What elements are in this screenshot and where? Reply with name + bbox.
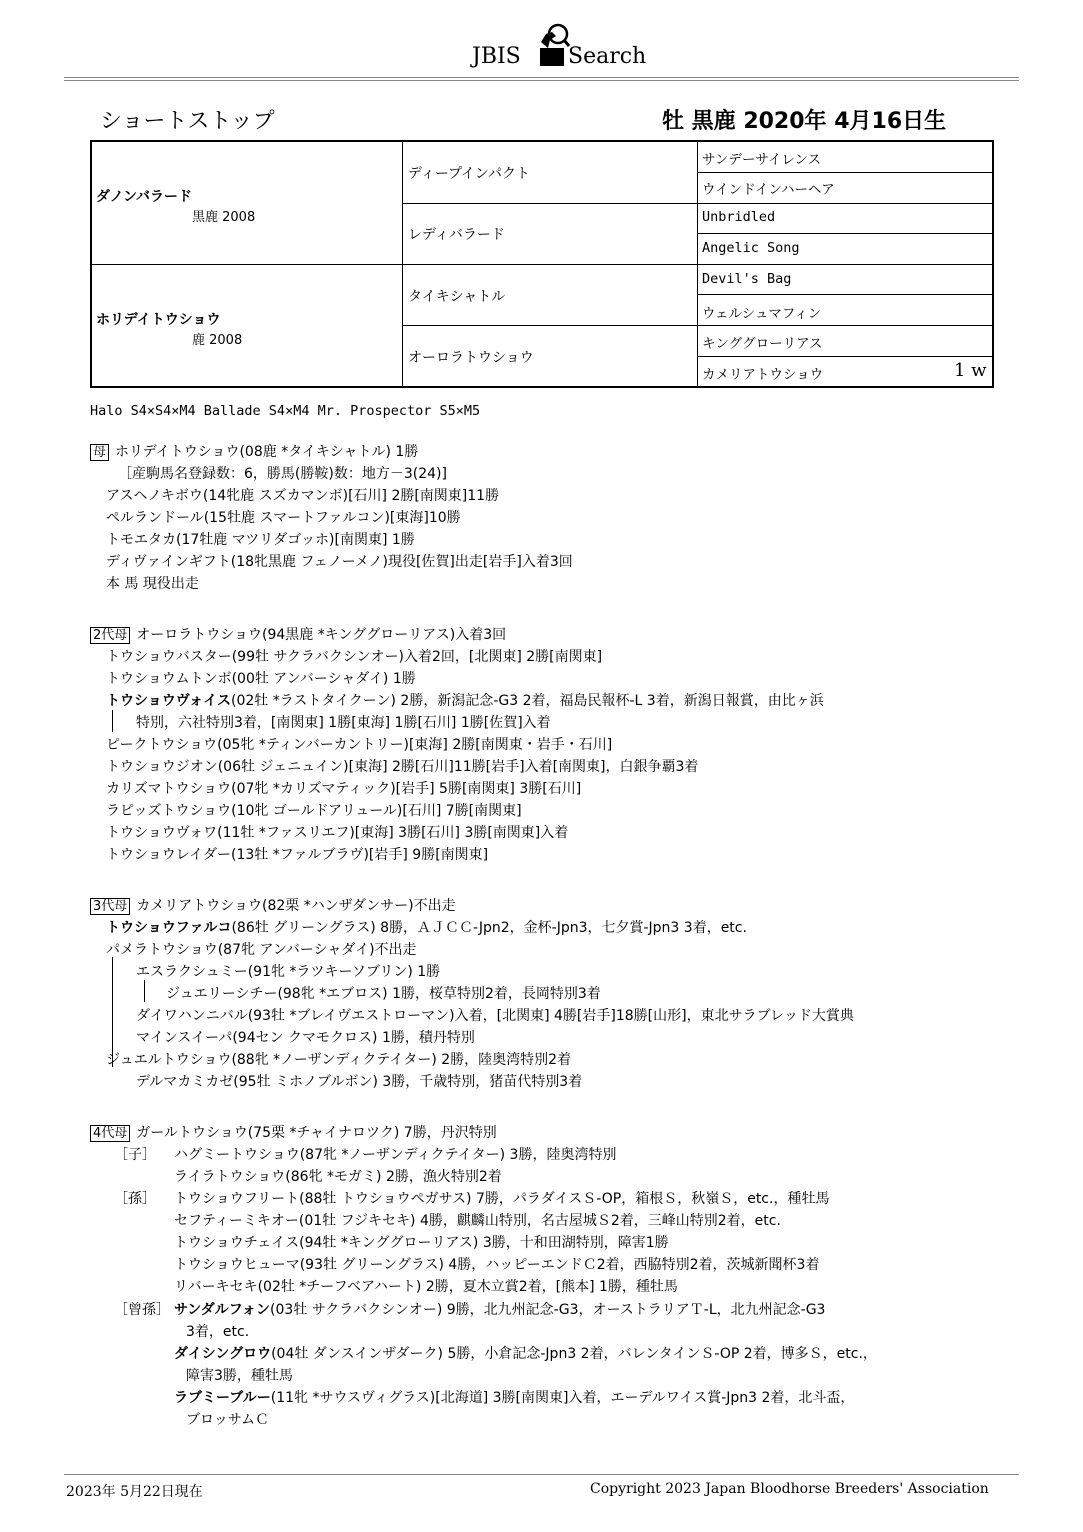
- list-item: ダイシングロウ(04牡 ダンスインザダーク) 5勝，小倉記念-Jpn3 2着，バレンタインＳ-OP 2着，博多Ｓ，etc.，: [174, 1346, 877, 1362]
- sire-detail: 黒鹿 2008: [192, 210, 256, 225]
- list-item: 特別，六社特別3着，[南関東] 1勝[東海] 1勝[石川] 1勝[佐賀]入着: [136, 715, 551, 731]
- section-tag: 母: [90, 444, 109, 461]
- footer-date: 2023年 5月22日現在: [66, 1484, 203, 1500]
- logo-jbis-text: JBIS: [472, 44, 521, 69]
- jbis-search-logo: [470, 18, 647, 72]
- list-item: ライラトウショウ(86牝 *モガミ) 2勝，漁火特別2着: [174, 1169, 502, 1185]
- generation-label: ［曾孫］: [114, 1302, 170, 1318]
- sire-dam: レディバラード: [408, 227, 505, 243]
- list-item: パメラトウショウ(87牝 アンバーシャダイ)不出走: [106, 942, 417, 958]
- list-item: トウショウフリート(88牡 トウショウペガサス) 7勝，パラダイスＳ-OP，箱根Ｓ，秋嶺Ｓ，etc.，種牡馬: [174, 1191, 830, 1207]
- list-item: ハグミートウショウ(87牝 *ノーザンディクテイター) 3勝，陸奥湾特別: [174, 1147, 617, 1163]
- list-item: トウショウムトンボ(00牡 アンバーシャダイ) 1勝: [106, 671, 416, 687]
- dam: [96, 309, 242, 348]
- list-item: 本 馬 現役出走: [106, 576, 199, 592]
- header-rule-2: [64, 80, 1019, 81]
- list-item: トモエタカ(17牡鹿 マツリダゴッホ)[南関東] 1勝: [106, 532, 415, 548]
- second-dam-section-header: 2代母 オーロラトウショウ(94黒鹿 *キンググローリアス)入着3回: [90, 624, 506, 644]
- list-item: トウショウチェイス(94牡 *キンググローリアス) 3勝，十和田湖特別，障害1勝: [174, 1235, 669, 1251]
- sire-name: ダノンバラード: [96, 189, 193, 205]
- list-item: トウショウバスター(99牡 サクラバクシンオー)入着2回，[北関東] 2勝[南関東]: [106, 649, 603, 665]
- list-item: ダイワハンニバル(93牡 *ブレイヴエストローマン)入着，[北関東] 4勝[岩手]18勝[山形]，東北サラブレッド大賞典: [136, 1008, 854, 1024]
- list-item: ラピッズトウショウ(10牝 ゴールドアリュール)[石川] 7勝[南関東]: [106, 803, 522, 819]
- list-item: カリズマトウショウ(07牝 *カリズマティック)[岩手] 5勝[南関東] 3勝[石川]: [106, 781, 582, 797]
- list-item: 3着，etc.: [186, 1324, 250, 1340]
- list-item: デルマカミカゼ(95牡 ミホノブルボン) 3勝，千歳特別，猪苗代特別3着: [136, 1074, 583, 1090]
- inbreeding-info: Halo S4×S4×M4 Ballade S4×M4 Mr. Prospector S5×M5: [90, 403, 481, 419]
- list-item: ペルランドール(15牡鹿 スマートファルコン)[東海]10勝: [106, 510, 461, 526]
- dam-dam: オーロラトウショウ: [408, 350, 534, 366]
- list-item: ジュエルトウショウ(88牝 *ノーザンディクテイター) 2勝，陸奥湾特別2着: [106, 1052, 572, 1068]
- sire: [96, 186, 255, 225]
- list-item: 障害3勝，種牡馬: [186, 1368, 293, 1384]
- indent-bar: [112, 710, 113, 732]
- g3-7: キンググローリアス: [702, 336, 823, 352]
- indent-bar: [144, 980, 145, 1002]
- g3-1: サンデーサイレンス: [702, 152, 822, 168]
- list-item: サンダルフォン(03牡 サクラバクシンオー) 9勝，北九州記念-G3，オーストラリアＴ-L，北九州記念-G3: [174, 1302, 826, 1318]
- pedigree-table: [90, 140, 994, 388]
- family-number: 1 w: [954, 360, 987, 381]
- list-item: トウショウジオン(06牡 ジェニュイン)[東海] 2勝[石川]11勝[岩手]入着[南関東]，白銀争覇3着: [106, 759, 699, 775]
- list-item: トウショウヴォイス(02牡 *ラストタイクーン) 2勝，新潟記念-G3 2着，福島民報杯-L 3着，新潟日報賞，由比ヶ浜: [106, 693, 824, 709]
- generation-label: ［孫］: [114, 1191, 156, 1207]
- section-tag: 4代母: [90, 1125, 130, 1142]
- third-dam-section-header: 3代母 カメリアトウショウ(82栗 *ハンザダンサー)不出走: [90, 895, 456, 915]
- horse-name: ショートストップ: [100, 109, 275, 134]
- list-item: トウショウファルコ(86牡 グリーングラス) 8勝，ＡＪＣＣ-Jpn2，金杯-Jpn3，七夕賞-Jpn3 3着，etc.: [106, 920, 747, 936]
- footer-copyright: Copyright 2023 Japan Bloodhorse Breeders' Association: [590, 1481, 989, 1497]
- g3-2: ウインドインハーヘア: [702, 182, 835, 198]
- list-item: ディヴァインギフト(18牝黒鹿 フェノーメノ)現役[佐賀]出走[岩手]入着3回: [106, 554, 573, 570]
- dam-detail: 鹿 2008: [192, 333, 243, 348]
- list-item: ジュエリーシチー(98牝 *エブロス) 1勝，桜草特別2着，長岡特別3着: [166, 986, 601, 1002]
- dam-name: ホリデイトウショウ: [96, 312, 221, 328]
- dam-section-header: 母 ホリデイトウショウ(08鹿 *タイキシャトル) 1勝: [90, 441, 418, 461]
- fourth-dam-section-header: 4代母 ガールトウショウ(75栗 *チャイナロツク) 7勝，丹沢特別: [90, 1122, 497, 1142]
- list-item: ［産駒馬名登録数：6，勝馬(勝鞍)数：地方－3(24)]: [118, 466, 447, 482]
- g3-8: カメリアトウショウ: [702, 367, 824, 383]
- g3-6: ウェルシュマフィン: [702, 306, 822, 322]
- list-item: マインスイーパ(94セン クマモクロス) 1勝，積丹特別: [136, 1030, 475, 1046]
- list-item: ブロッサムＣ: [186, 1412, 270, 1428]
- g3-4: Angelic Song: [702, 240, 800, 256]
- list-item: リバーキセキ(02牡 *チーフベアハート) 2勝，夏木立賞2着，[熊本] 1勝，種牡馬: [174, 1279, 678, 1295]
- list-item: エスラクシュミー(91牝 *ラツキーソブリン) 1勝: [136, 964, 441, 980]
- section-tag: 3代母: [90, 898, 130, 915]
- list-item: アスヘノキボウ(14牝鹿 スズカマンボ)[石川] 2勝[南関東]11勝: [106, 488, 500, 504]
- list-item: ピークトウショウ(05牝 *ティンバーカントリー)[東海] 2勝[南関東・岩手・石川]: [106, 737, 613, 753]
- header-rule: [64, 77, 1019, 78]
- g3-3: Unbridled: [702, 209, 776, 225]
- list-item: トウショウヴォワ(11牡 *ファスリエフ)[東海] 3勝[石川] 3勝[南関東]入着: [106, 825, 569, 841]
- section-tag: 2代母: [90, 627, 130, 644]
- g3-5: Devil's Bag: [702, 271, 792, 287]
- list-item: ラブミーブルー(11牝 *サウスヴィグラス)[北海道] 3勝[南関東]入着，エーデルワイス賞-Jpn3 2着，北斗盃，: [174, 1390, 855, 1406]
- list-item: トウショウヒューマ(93牡 グリーングラス) 4勝，ハッピーエンドＣ2着，西脇特別2着，茨城新聞杯3着: [174, 1257, 820, 1273]
- footer-rule: [64, 1474, 1019, 1475]
- logo-search-text: Search: [568, 44, 647, 69]
- sire-sire: ディープインパクト: [408, 166, 530, 182]
- generation-label: ［子］: [114, 1147, 156, 1163]
- dam-sire: タイキシャトル: [408, 289, 506, 305]
- list-item: トウショウレイダー(13牡 *ファルブラヴ)[岩手] 9勝[南関東]: [106, 847, 489, 863]
- horse-info: 牡 黒鹿 2020年 4月16日生: [662, 109, 947, 134]
- list-item: セフティーミキオー(01牡 フジキセキ) 4勝，麒麟山特別，名古屋城Ｓ2着，三峰山特別2着，etc.: [174, 1213, 781, 1229]
- horse-magnifier-icon: [536, 22, 570, 66]
